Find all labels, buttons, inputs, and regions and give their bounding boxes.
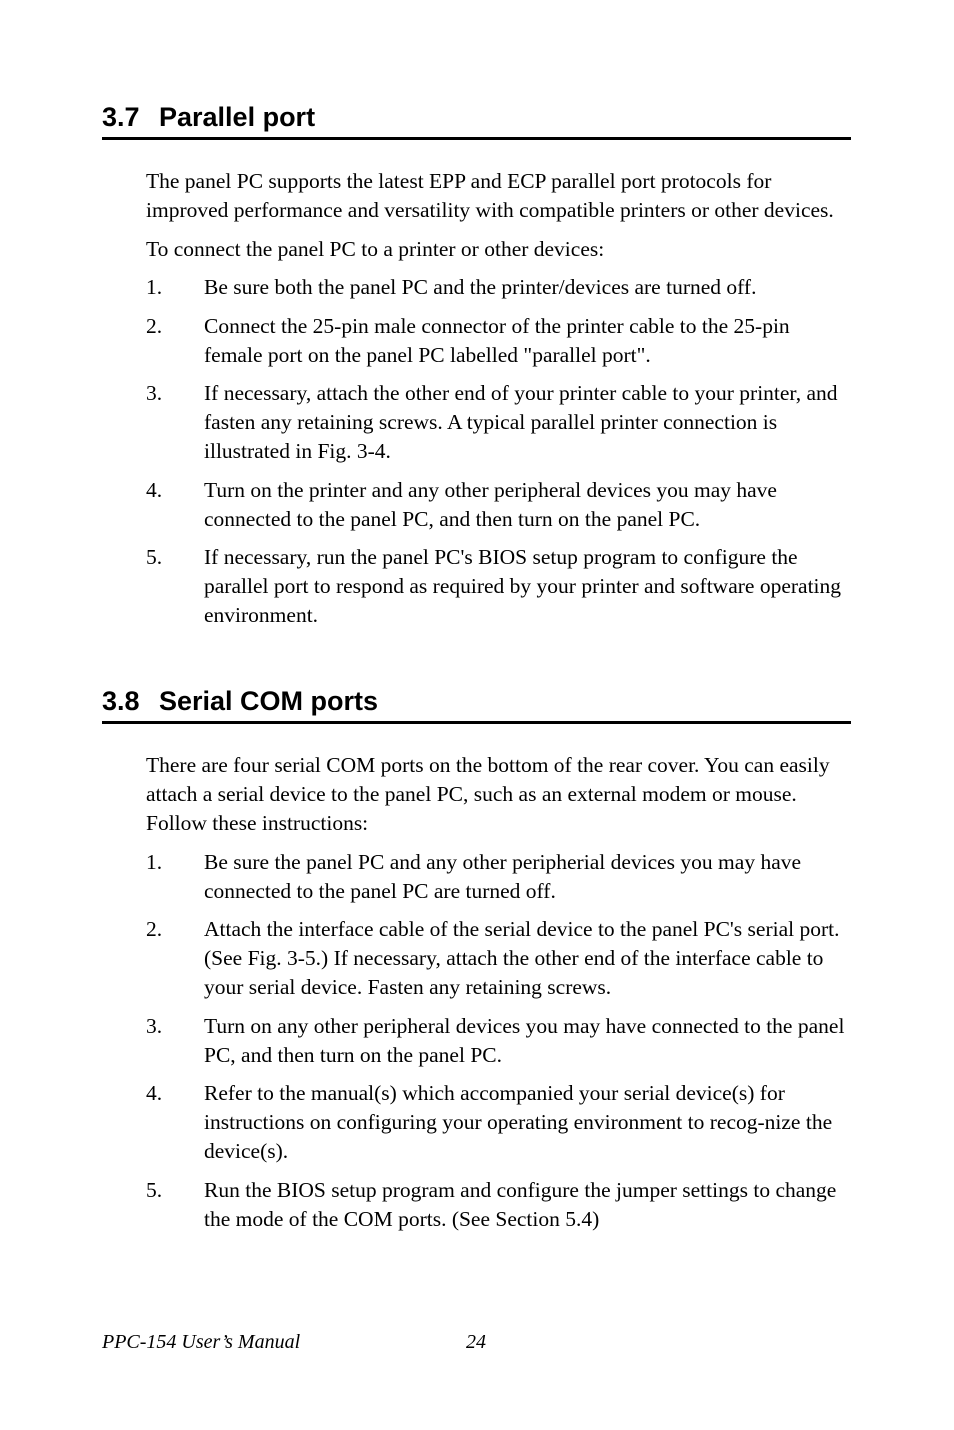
step-number: 4.: [146, 477, 163, 502]
step-number: 1.: [146, 849, 163, 874]
step-number: 4.: [146, 1081, 163, 1105]
paragraph: To connect the panel PC to a printer or other devices:: [146, 236, 605, 261]
section-number: 3.8: [102, 686, 140, 716]
step-number: 2.: [146, 313, 163, 338]
section-title: Serial COM ports: [159, 686, 379, 716]
step-number: 3.: [146, 381, 163, 405]
paragraph: There are four serial COM ports on the bottom of the rear cover. You can easily attach a serial device to the panel PC, such as an external modem or mouse. Follow these instructions:: [146, 753, 830, 835]
step-number: 3.: [146, 1013, 163, 1038]
step-text: Connect the 25-pin male connector of the printer cable to the 25-pin female port on the panel PC labelled "parallel port".: [204, 313, 790, 367]
section-body: [146, 167, 852, 640]
step-text: Turn on any other peripheral devices you may have connected to the panel PC, and then turn on the panel PC.: [204, 1013, 845, 1067]
step-number: 2.: [146, 917, 163, 941]
list-item: [146, 1012, 852, 1070]
step-number: 5.: [146, 545, 163, 569]
list-item: [146, 476, 852, 534]
section-body: [146, 751, 852, 1243]
step-text: If necessary, attach the other end of your printer cable to your printer, and fasten any retaining screws. A typical parallel printer connection is illustrated in Fig. 3-4.: [204, 381, 838, 463]
section-heading: [102, 684, 851, 724]
list-item: [146, 312, 852, 370]
section-title: Parallel port: [159, 102, 316, 132]
footer-manual-title: PPC-154 User’s Manual: [102, 1331, 301, 1353]
list-item: [146, 848, 852, 906]
list-item: [146, 543, 852, 630]
list-item: [146, 1176, 852, 1234]
step-number: 1.: [146, 275, 163, 299]
step-text: If necessary, run the panel PC's BIOS setup program to configure the parallel port to respond as required by your printer and software operating environment.: [204, 545, 842, 627]
list-item: [146, 273, 852, 302]
step-text: Run the BIOS setup program and configure the jumper settings to change the mode of the COM ports. (See Section 5.4): [204, 1177, 837, 1231]
list-item: [146, 915, 852, 1002]
step-text: Refer to the manual(s) which accompanied your serial device(s) for instructions on configuring your operating environment to recog-nize the device(s).: [204, 1081, 833, 1163]
step-text: Be sure the panel PC and any other peripherial devices you may have connected to the panel PC are turned off.: [204, 849, 802, 903]
step-number: 5.: [146, 1177, 163, 1202]
step-text: Be sure both the panel PC and the printer/devices are turned off.: [204, 275, 757, 299]
list-item: [146, 1079, 852, 1166]
footer-page-number: 24: [466, 1331, 486, 1353]
paragraph: The panel PC supports the latest EPP and ECP parallel port protocols for improved performance and versatility with compatible printers or other devices.: [146, 169, 834, 222]
section-number: 3.7: [102, 102, 140, 132]
step-text: Turn on the printer and any other peripheral devices you may have connected to the panel PC, and then turn on the panel PC.: [204, 477, 777, 531]
list-item: [146, 379, 852, 466]
steps-list: [146, 848, 852, 1234]
steps-list: [146, 273, 852, 630]
section-heading: [102, 100, 851, 140]
step-text: Attach the interface cable of the serial device to the panel PC's serial port. (See Fig. 3-5.) If necessary, attach the other end of the interface cable to your serial device. Fasten any retaining screws.: [204, 917, 840, 999]
